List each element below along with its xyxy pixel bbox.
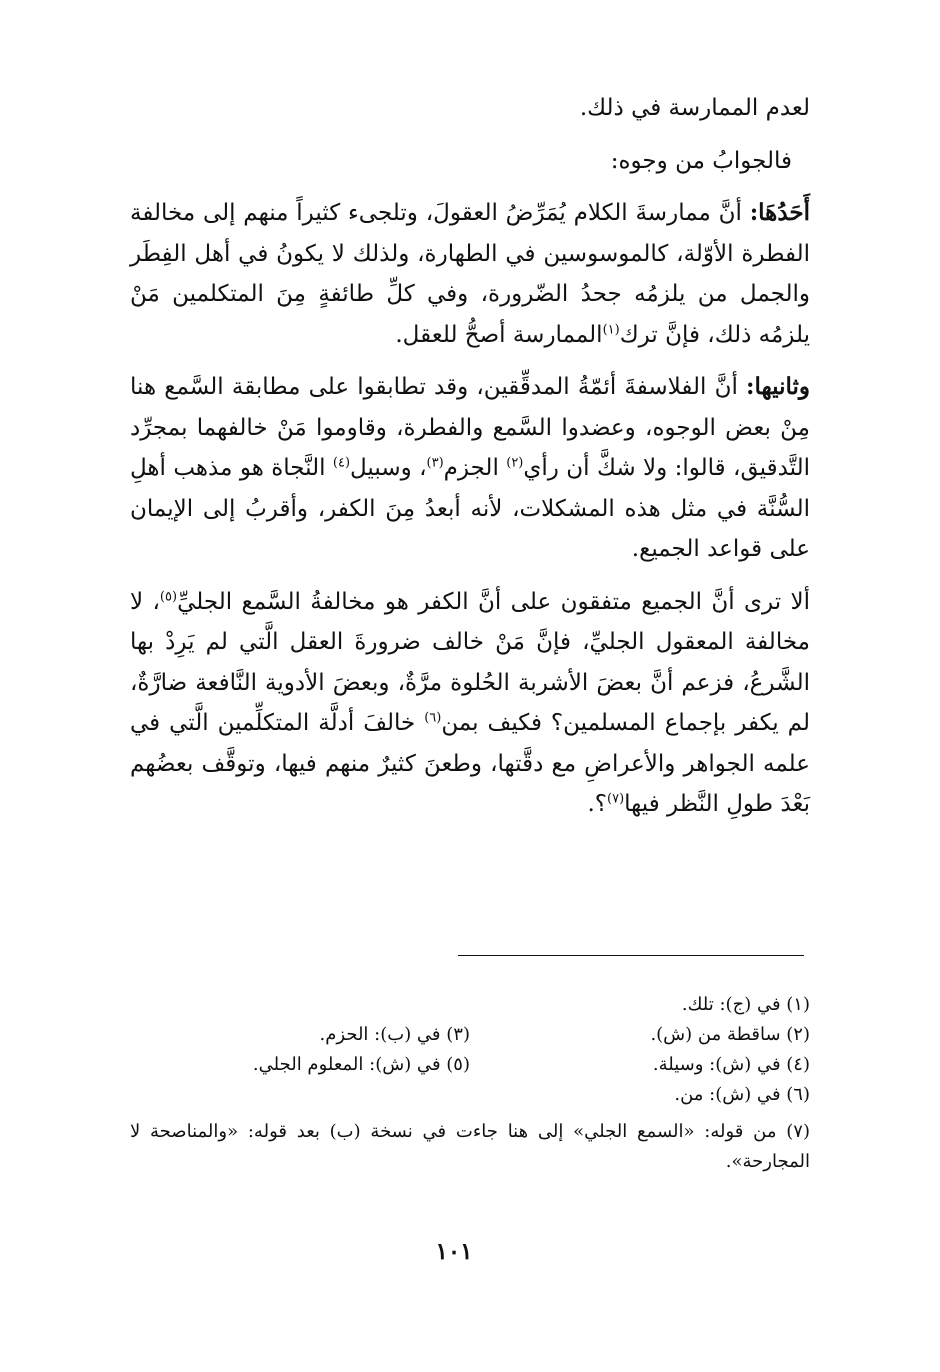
- paragraph-5: [130, 582, 810, 825]
- footnote-ref-3: (٣): [426, 455, 444, 471]
- main-text: [130, 88, 810, 825]
- paragraph-4-lead: وثانيها:: [746, 373, 810, 400]
- footnote-ref-2: (٢): [506, 455, 524, 471]
- page-number: ١٠١: [435, 1238, 473, 1265]
- footnotes: [130, 990, 810, 1177]
- paragraph-4: [130, 367, 810, 570]
- paragraph-3-text-a: أنَّ ممارسةَ الكلام يُمَرِّضُ العقولَ، وتلجىء كثيراً منهم إلى مخالفة الفطرة الأوّلة، كالموسوسين في الطهارة، ولذلك لا يكونُ في أهل الفِطَر والجمل من يلزمُه جحدُ الضّرورة، وفي كلِّ طائفةٍ مِنَ المتكلمين مَنْ يلزمُه ذلك، فإنَّ ترك: [130, 200, 810, 348]
- footnote-3: (٣) في (ب): الحزم.: [319, 1024, 470, 1045]
- footnote-1: (١) في (ج): تلك.: [681, 994, 810, 1015]
- paragraph-3-text-b: الممارسة أصحُّ للعقل.: [395, 321, 603, 348]
- footnote-ref-4: (٤): [332, 455, 351, 471]
- footnote-row-2-3: [130, 1020, 810, 1050]
- footnote-6: (٦) في (ش): من.: [674, 1084, 810, 1105]
- footnote-ref-6: (٦): [424, 710, 442, 726]
- paragraph-5-text-d: ؟.: [587, 791, 608, 817]
- footnote-4: (٤) في (ش): وسيلة.: [652, 1054, 810, 1075]
- paragraph-4-text-c: ، وسبيل: [350, 455, 427, 481]
- footnote-ref-7: (٧): [607, 791, 625, 807]
- footnote-ref-1: (١): [602, 321, 620, 337]
- paragraph-5-text-a: ألا ترى أنَّ الجميع متفقون على أنَّ الكفر هو مخالفةُ السَّمع الجليِّ: [177, 588, 810, 615]
- paragraph-3-lead: أَحَدُهَا:: [749, 199, 810, 226]
- paragraph-4-text-b: الجزم: [443, 455, 507, 481]
- footnote-5: (٥) في (ش): المعلوم الجلي.: [252, 1054, 470, 1075]
- footnote-ref-5: (٥): [159, 588, 178, 604]
- paragraph-4-text-a: أنَّ الفلاسفةَ أئمّةُ المدقِّقين، وقد تطابقوا على مطابقة السَّمع هنا مِنْ بعض الوجوه، وعضدوا السَّمع والفطرة، وقاوموا مَنْ خالفهما بمجرِّد التَّدقيق، قالوا: ولا شكَّ أن رأي: [130, 374, 810, 481]
- footnote-divider: [458, 955, 804, 956]
- paragraph-3: [130, 193, 810, 355]
- footnote-row-4-5: [130, 1050, 810, 1080]
- paragraph-5-text-c: خالفَ أدلَّة المتكلِّمين الَّتي في علمه الجواهر والأعراضِ مع دقَّتها، وطعنَ كثيرٌ منهم فيها، وتوقَّف بعضُهم بَعْدَ طولِ النَّظر فيها: [130, 710, 810, 817]
- paragraph-4-text-d: النَّجاة هو مذهب أهلِ السُّنَّة في مثل هذه المشكلات، لأنه أبعدُ مِنَ الكفر، وأقربُ إلى الإيمان على قواعد الجميع.: [130, 455, 810, 562]
- footnote-7: (٧) من قوله: «السمع الجلي» إلى هنا جاءت في نسخة (ب) بعد قوله: «والمناصحة لا المجارحة».: [130, 1121, 810, 1172]
- footnote-2: (٢) ساقطة من (ش).: [650, 1024, 810, 1045]
- paragraph-5-text-b: ، لا مخالفة المعقول الجليِّ، فإنَّ مَنْ خالف ضرورةَ العقل الَّتي لم يَرِدْ بها الشَّرعُ، فزعم أنَّ بعضَ الأشربة الحُلوة مرَّةٌ، وبعضَ الأدوية النَّافعة ضارَّةٌ، لم يكفر بإجماع المسلمين؟ فكيف بمن: [130, 588, 810, 736]
- paragraph-2: فالجوابُ من وجوه:: [610, 147, 792, 174]
- paragraph-1: لعدم الممارسة في ذلك.: [579, 95, 810, 121]
